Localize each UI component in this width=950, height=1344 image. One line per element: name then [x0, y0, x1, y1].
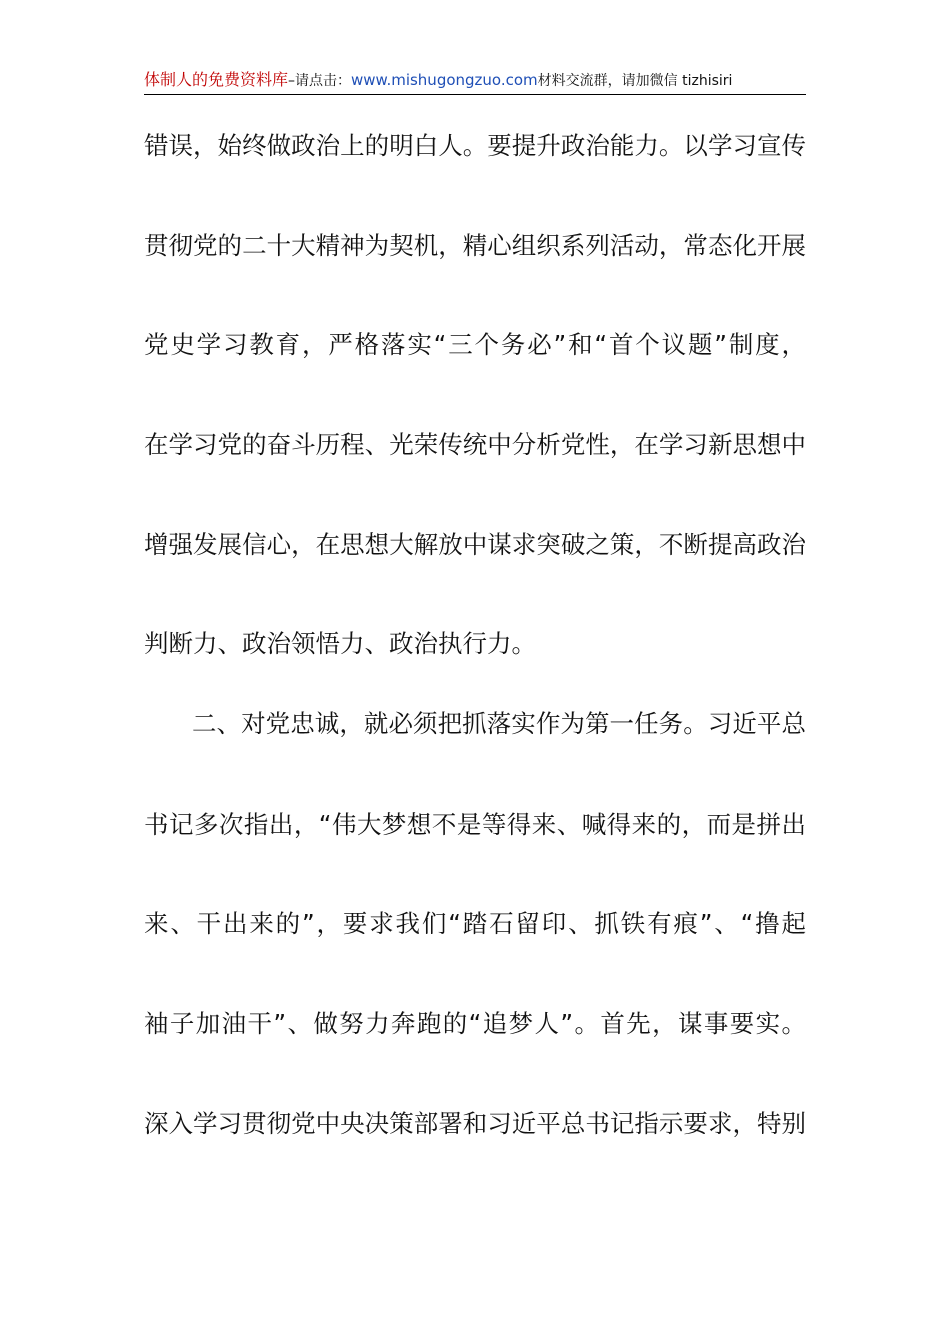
body-line: 袖子加油干”、做努力奔跑的“追梦人”。首先，谋事要实。 [144, 1009, 806, 1038]
header-site-link[interactable]: www.mishugongzuo.com [351, 71, 538, 89]
body-line: 错误，始终做政治上的明白人。要提升政治能力。以学习宣传 [144, 131, 806, 160]
body-line: 在学习党的奋斗历程、光荣传统中分析党性，在学习新思想中 [144, 430, 806, 459]
header-brand: 体制人的免费资料库 [144, 70, 289, 89]
page-header [144, 66, 806, 95]
body-line: 增强发展信心，在思想大解放中谋求突破之策，不断提高政治 [144, 530, 806, 559]
body-line: 来、干出来的”，要求我们“踏石留印、抓铁有痕”、“撸起 [144, 909, 806, 938]
body-line: 深入学习贯彻党中央决策部署和习近平总书记指示要求，特别 [144, 1109, 806, 1138]
header-contact: 材料交流群，请加微信 tizhisiri [537, 73, 733, 89]
header-prompt: –请点击： [288, 73, 352, 89]
body-line: 判断力、政治领悟力、政治执行力。 [144, 629, 536, 658]
body-line: 书记多次指出，“伟大梦想不是等得来、喊得来的，而是拼出 [144, 810, 806, 839]
body-line: 党史学习教育，严格落实“三个务必”和“首个议题”制度， [144, 330, 806, 359]
paragraph-heading-line: 二、对党忠诚，就必须把抓落实作为第一任务。习近平总 [192, 709, 806, 738]
body-line: 贯彻党的二十大精神为契机，精心组织系列活动，常态化开展 [144, 231, 806, 260]
